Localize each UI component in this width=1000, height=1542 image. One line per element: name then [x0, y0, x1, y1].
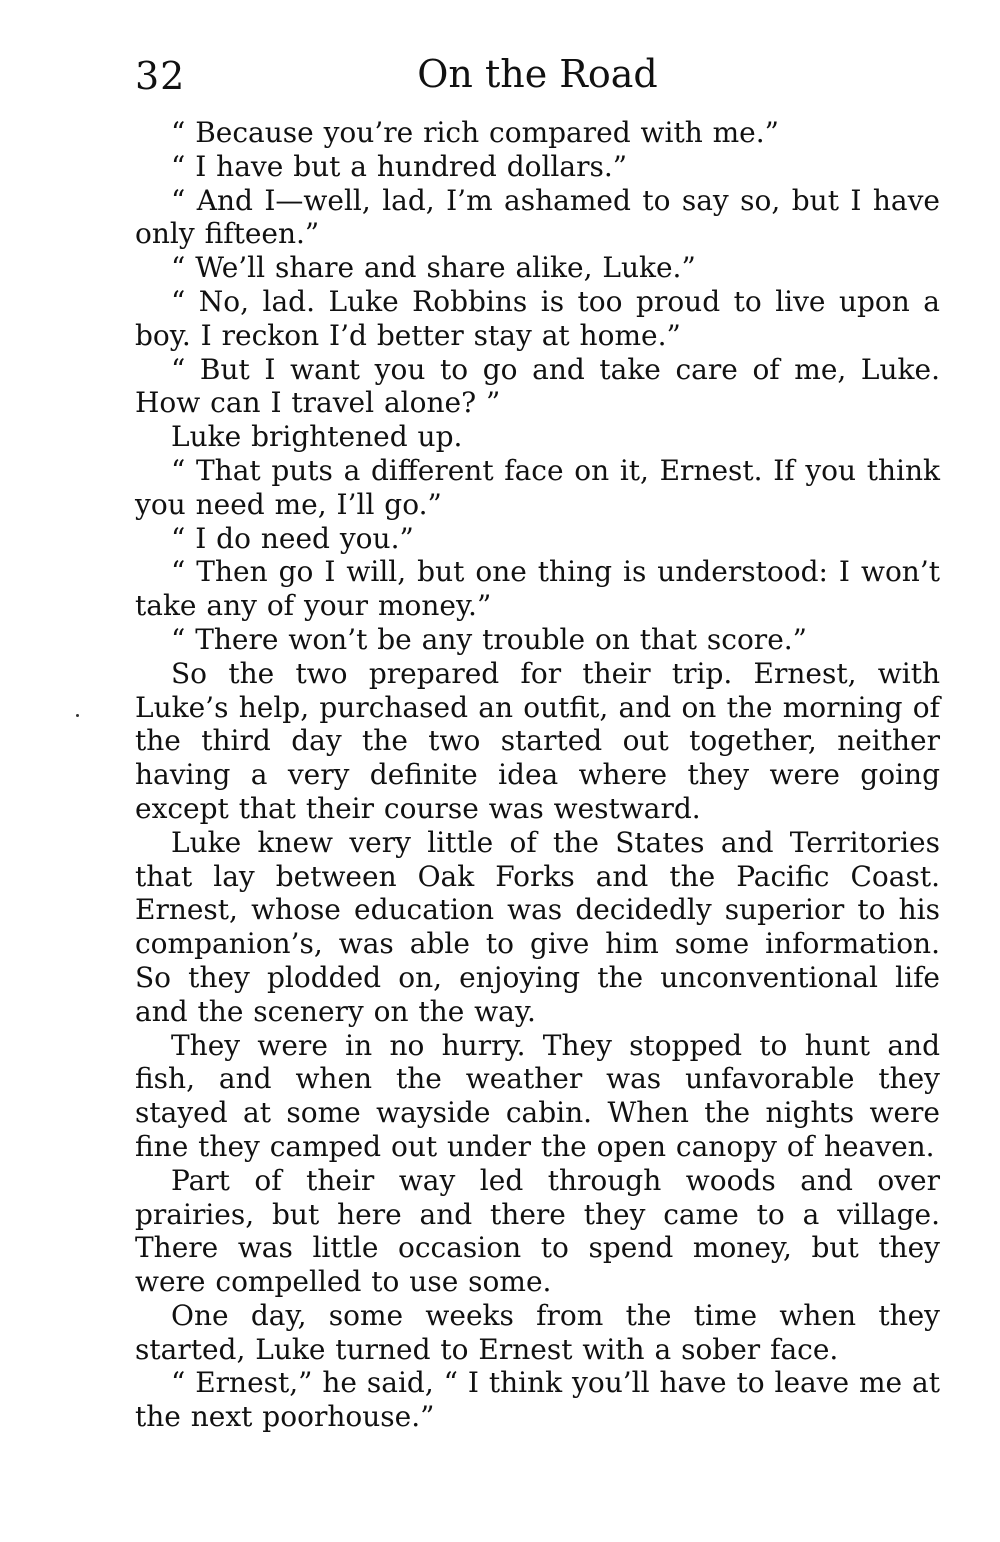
- print-speck: [76, 714, 79, 717]
- paragraph: Part of their way led through woods and over prairies, but here and there they came to a village. There was little occasion to spend money, but they were compelled to use some.: [135, 1163, 940, 1299]
- paragraph: “ I do need you.”: [171, 521, 414, 555]
- paragraph: “ But I want you to go and take care of me, Luke. How can I travel alone? ”: [135, 352, 940, 420]
- running-head: [135, 48, 940, 104]
- paragraph: “ Because you’re rich compared with me.”: [171, 116, 779, 149]
- paragraph: “ No, lad. Luke Robbins is too proud to live upon a boy. I reckon I’d better stay at home.”: [135, 284, 940, 352]
- body-text: [135, 116, 940, 1434]
- paragraph: One day, some weeks from the time when they started, Luke turned to Ernest with a sober face.: [135, 1298, 940, 1366]
- paragraph: “ We’ll share and share alike, Luke.”: [171, 251, 696, 285]
- paragraph: “ Then go I will, but one thing is understood: I won’t take any of your money.”: [135, 555, 940, 623]
- paragraph: “ I have but a hundred dollars.”: [171, 149, 628, 183]
- page-number: 32: [135, 54, 186, 98]
- running-title: On the Road: [417, 52, 658, 96]
- paragraph: So the two prepared for their trip. Ernest, with Luke’s help, purchased an outfit, and on the morning of the third day the two started out together, neither having a very definite idea where they were going except that their course was westward.: [135, 656, 940, 825]
- paragraph: “ And I—well, lad, I’m ashamed to say so, but I have only fifteen.”: [135, 183, 940, 251]
- paragraph: “ That puts a different face on it, Ernest. If you think you need me, I’ll go.”: [135, 453, 940, 521]
- paragraph: “ There won’t be any trouble on that score.”: [171, 622, 807, 656]
- paragraph: Luke knew very little of the States and Territories that lay between Oak Forks and the Pacific Coast. Ernest, whose education was decidedly superior to his companion’s, was able to give him some information. So they plodded on, enjoying the unconventional life and the scenery on the way.: [135, 825, 940, 1028]
- paragraph: They were in no hurry. They stopped to hunt and fish, and when the weather was unfavorable they stayed at some wayside cabin. When the nights were fine they camped out under the open canopy of heaven.: [135, 1028, 940, 1163]
- paragraph: “ Ernest,” he said, “ I think you’ll have to leave me at the next poorhouse.”: [135, 1366, 940, 1434]
- paragraph: Luke brightened up.: [171, 420, 463, 454]
